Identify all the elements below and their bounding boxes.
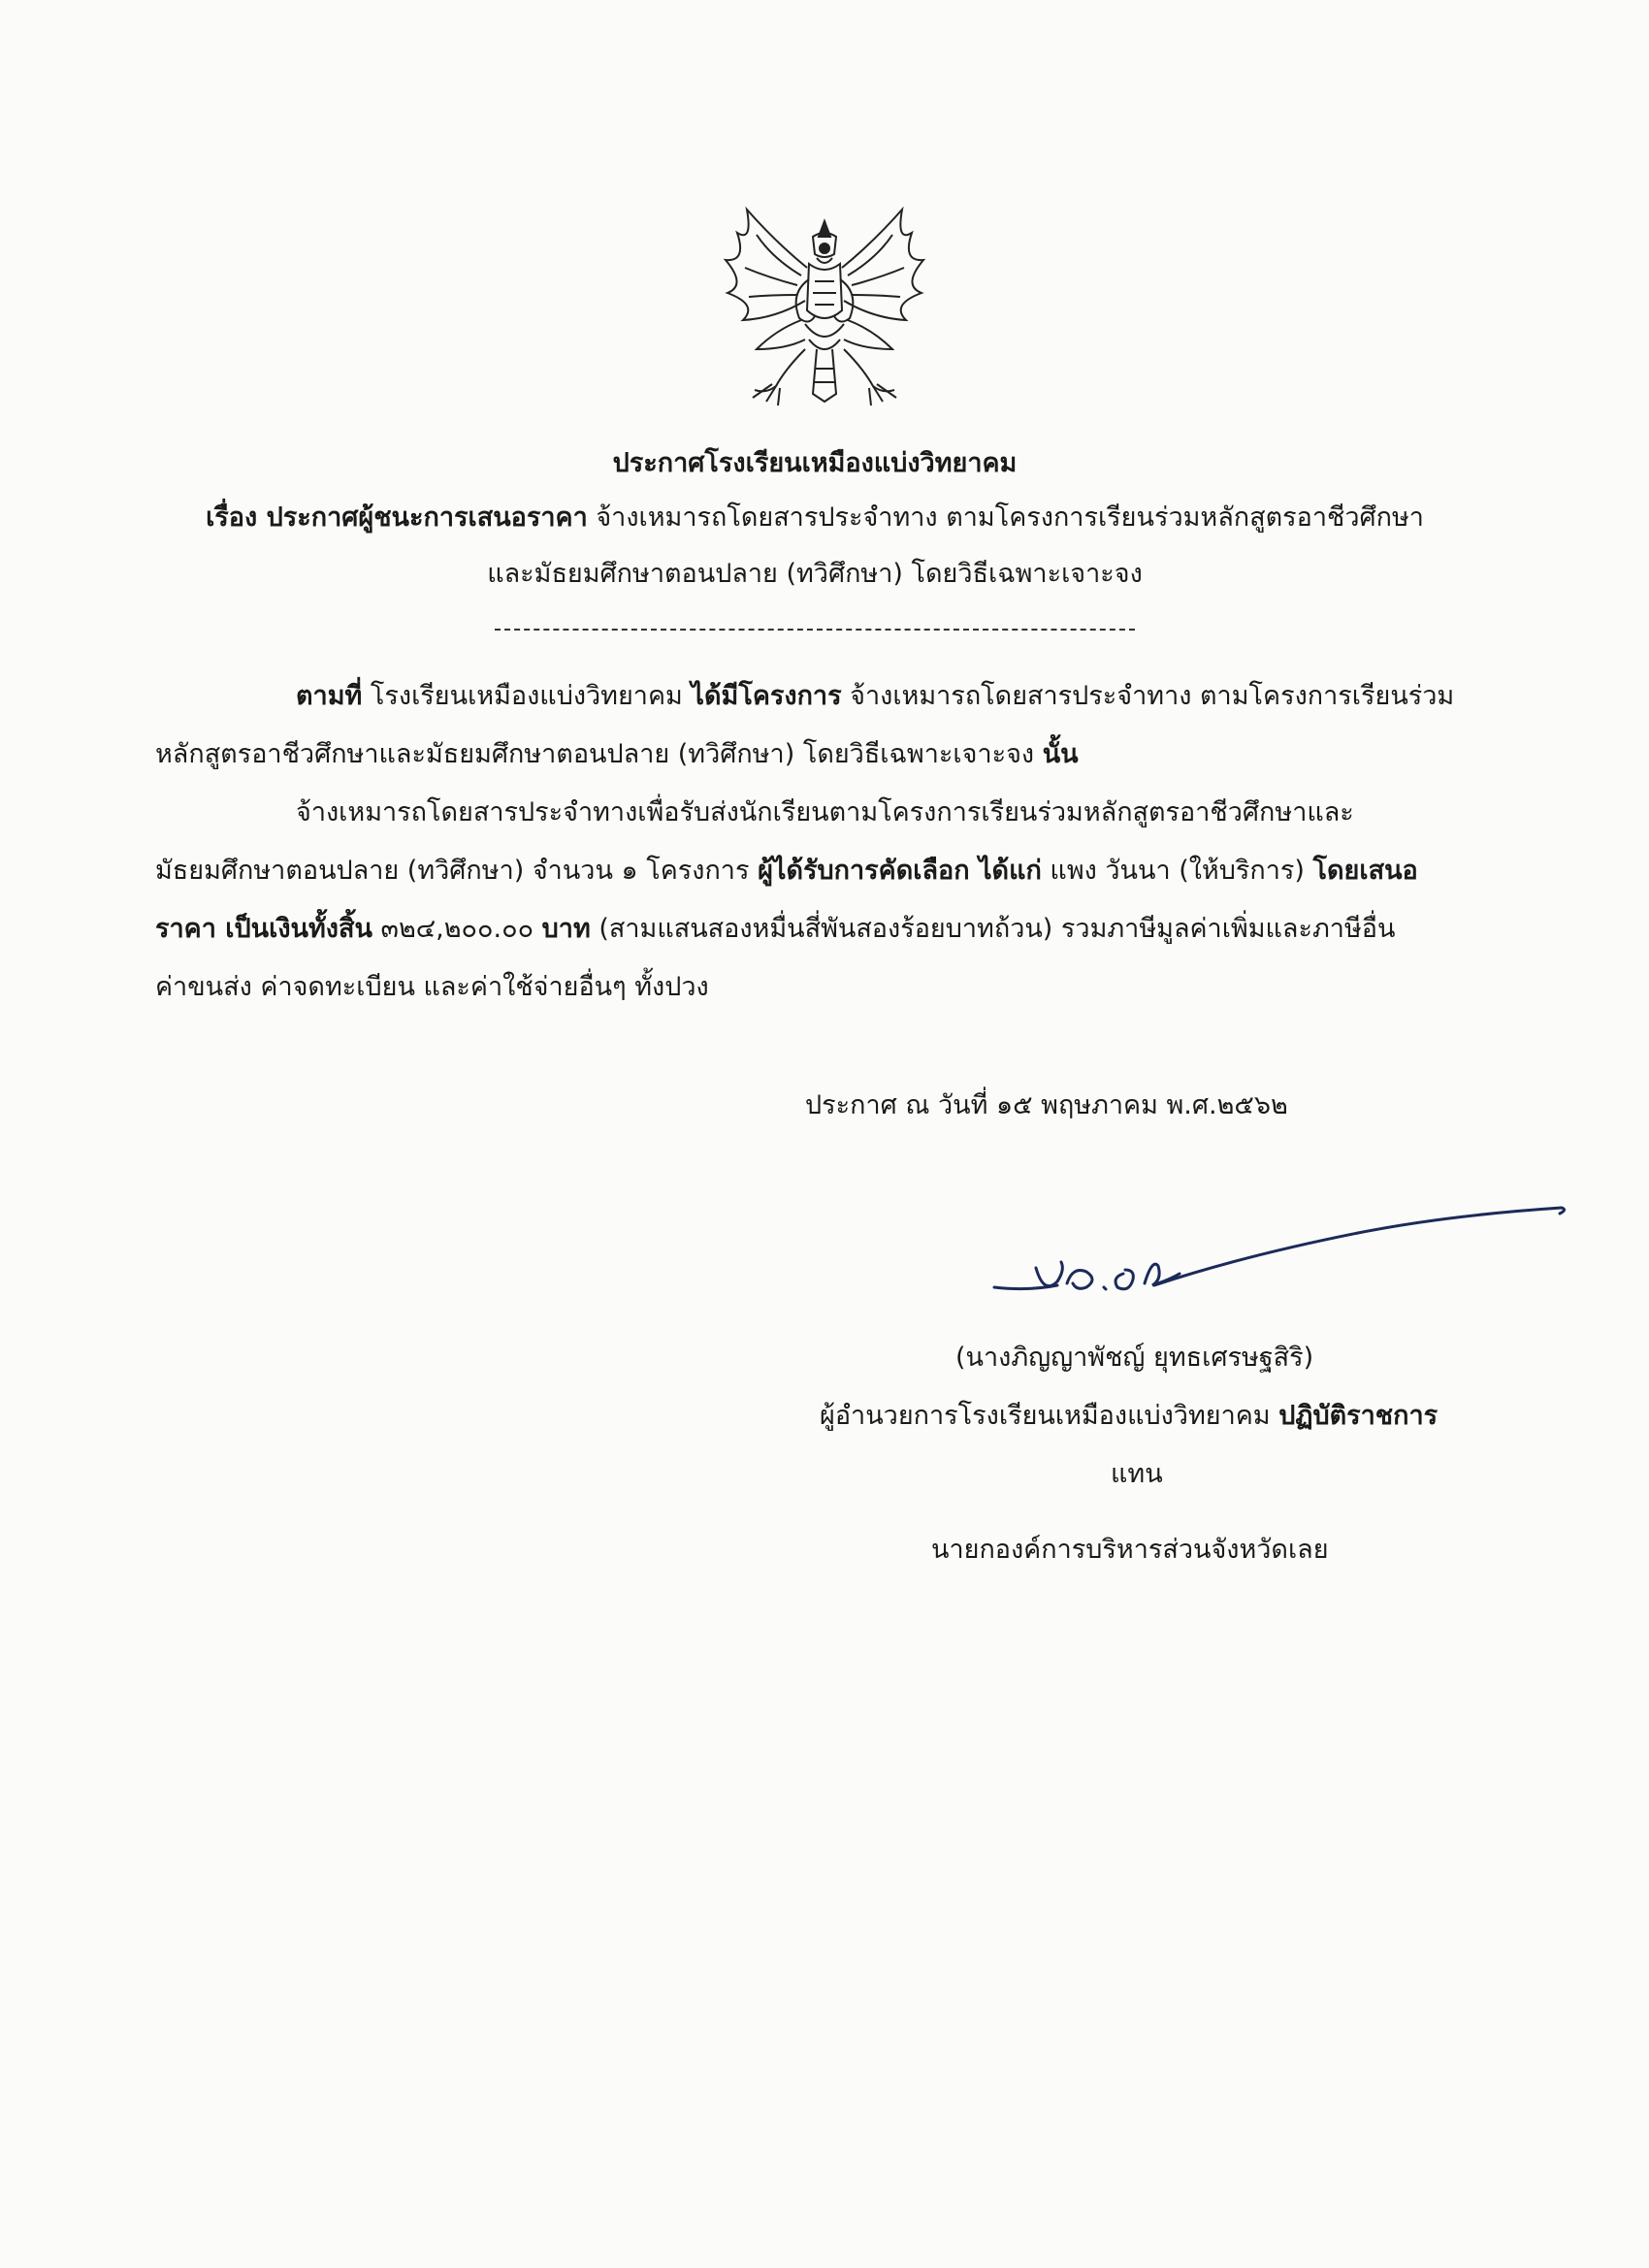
signatory-position-text: ผู้อำนวยการโรงเรียนเหมืองแบ่งวิทยาคม <box>820 1401 1279 1431</box>
signatory-name: (นางภิญญาพัชญ์ ยุทธเศรษฐสิริ) <box>955 1343 1314 1373</box>
announcement-heading: ประกาศโรงเรียนเหมืองแบ่งวิทยาคม <box>612 448 1018 478</box>
p1-line2-end: นั้น <box>1042 739 1079 769</box>
p1-project: จ้างเหมารถโดยสารประจำทาง ตามโครงการเรียนร่วม <box>841 681 1455 711</box>
signatory-authority: นายกองค์การบริหารส่วนจังหวัดเลย <box>931 1535 1329 1565</box>
p2-vendor: แพง วันนา (ให้บริการ) <box>1041 856 1313 886</box>
signatory-acting: ปฏิบัติราชการ <box>1278 1401 1439 1431</box>
divider-rule <box>495 629 1135 631</box>
announcement-subject <box>155 499 1474 537</box>
paragraph-2-line-1: จ้างเหมารถโดยสารประจำทางเพื่อรับส่งนักเรียนตามโครงการเรียนร่วมหลักสูตรอาชีวศึกษาและ <box>296 797 1354 827</box>
paragraph-2-line-3 <box>155 910 1455 949</box>
p2-amount: ๓๒๔,๒๐๐.๐๐ <box>372 914 542 944</box>
p1-project-label: ได้มีโครงการ <box>691 681 842 711</box>
paragraph-2-line-4: ค่าขนส่ง ค่าจดทะเบียน และค่าใช้จ่ายอื่นๆ ทั้งปวง <box>155 972 709 1002</box>
paragraph-1-line-2 <box>155 735 1455 774</box>
subject-line-1: จ้างเหมารถโดยสารประจำทาง ตามโครงการเรียนร่วมหลักสูตรอาชีวศึกษา <box>587 502 1424 533</box>
p2-price-label: ราคา เป็นเงินทั้งสิ้น <box>155 914 372 944</box>
p2-offer-label: โดยเสนอ <box>1312 856 1418 886</box>
signatory-position <box>820 1397 1438 1436</box>
p2-amount-words: (สามแสนสองหมื่นสี่พันสองร้อยบาทถ้วน) รวมภาษีมูลค่าเพิ่มและภาษีอื่น <box>590 914 1396 944</box>
handwritten-signature <box>989 1198 1571 1305</box>
p1-lead: ตามที่ <box>296 681 363 711</box>
paragraph-2-line-2 <box>155 852 1455 891</box>
p2-line2-a: มัธยมศึกษาตอนปลาย (ทวิศึกษา) จำนวน ๑ โครงการ <box>155 856 759 886</box>
signatory-on-behalf: แทน <box>1111 1459 1163 1489</box>
p1-line2-text: หลักสูตรอาชีวศึกษาและมัธยมศึกษาตอนปลาย (ทวิศึกษา) โดยวิธีเฉพาะเจาะจง <box>155 739 1043 769</box>
p2-selected-label: ผู้ได้รับการคัดเลือก ได้แก่ <box>758 856 1042 886</box>
subject-label: เรื่อง ประกาศผู้ชนะการเสนอราคา <box>206 502 588 533</box>
p1-school: โรงเรียนเหมืองแบ่งวิทยาคม <box>362 681 692 711</box>
announcement-date: ประกาศ ณ วันที่ ๑๕ พฤษภาคม พ.ศ.๒๕๖๒ <box>805 1090 1288 1120</box>
subject-line-2: และมัธยมศึกษาตอนปลาย (ทวิศึกษา) โดยวิธีเฉพาะเจาะจง <box>487 559 1143 589</box>
garuda-emblem-icon <box>708 204 941 417</box>
p2-currency: บาท <box>541 914 591 944</box>
paragraph-1-line-1 <box>155 677 1596 716</box>
